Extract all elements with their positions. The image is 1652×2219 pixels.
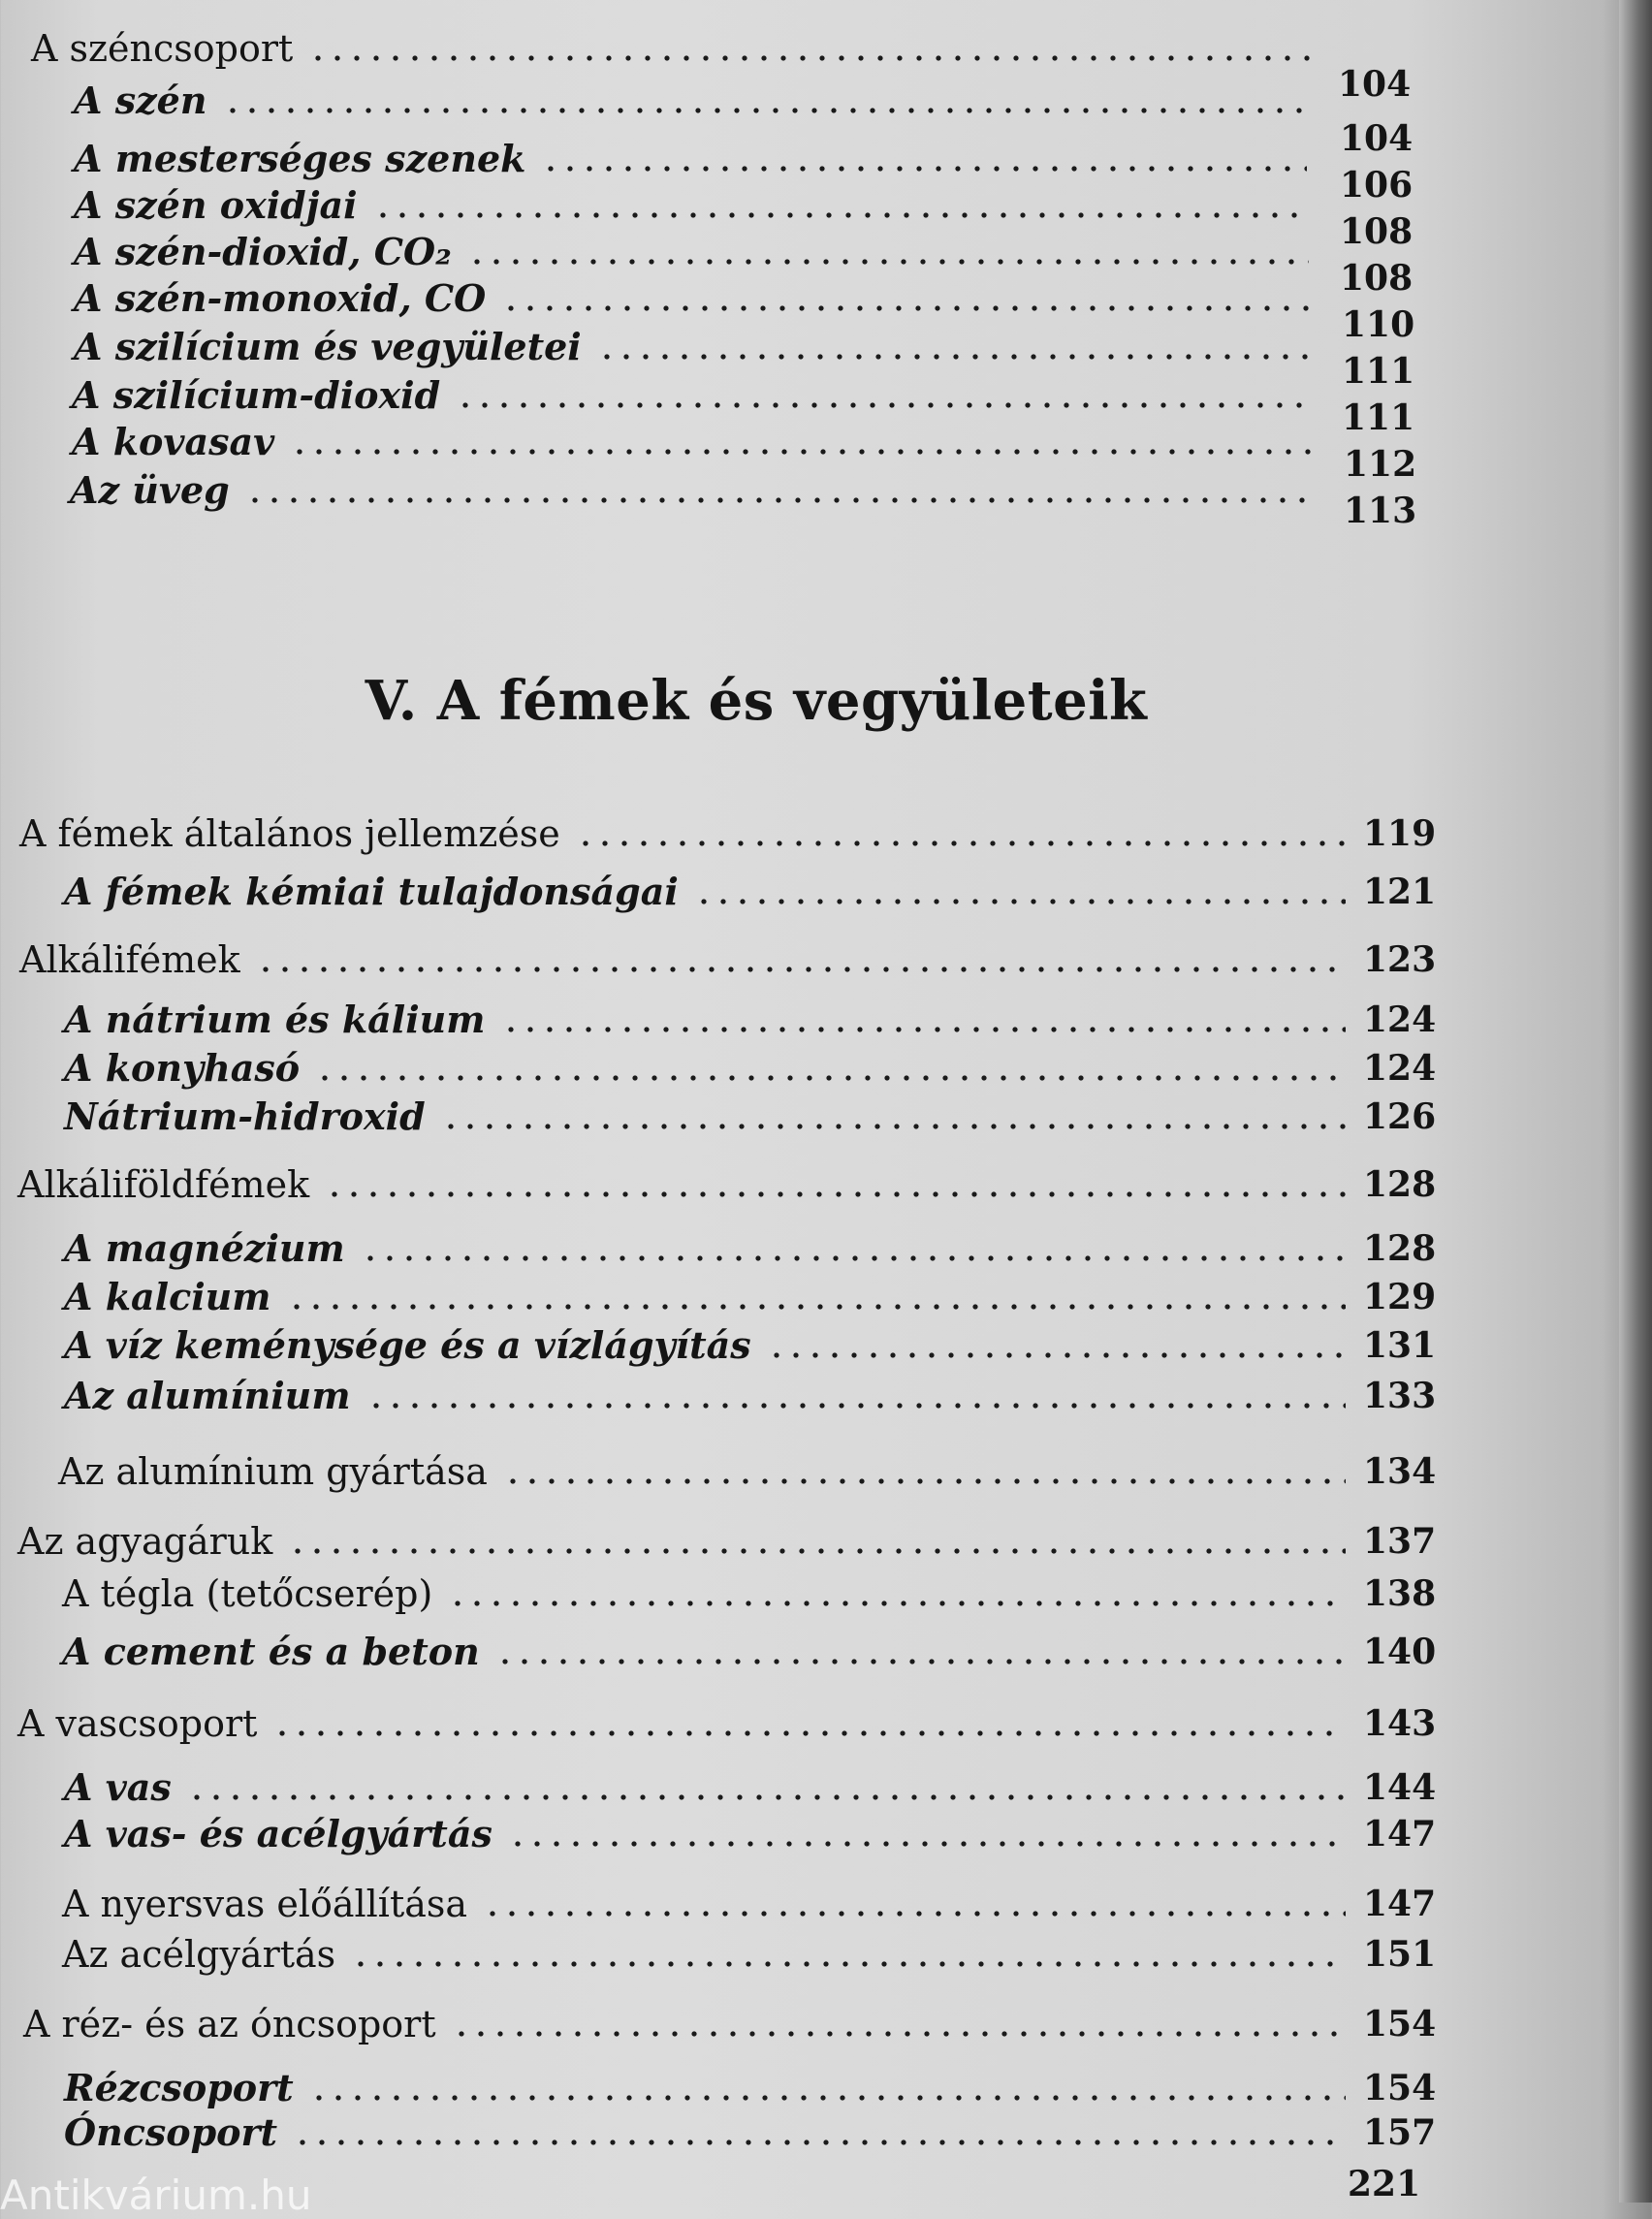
toc-item [72, 421, 1332, 463]
toc-label: A szilícium és vegyületei [74, 325, 582, 368]
toc-page-number: 129 [1363, 1277, 1437, 1317]
toc-label: A réz- és az óncsoport [23, 2003, 436, 2045]
toc-label: A konyhasó [64, 1046, 301, 1090]
watermark: Antikvárium.hu [0, 2171, 312, 2219]
toc-page-number: 108 [1340, 258, 1414, 299]
toc-page-number: 104 [1338, 64, 1412, 105]
toc-entry [64, 1046, 1437, 1090]
leader-dots [767, 1324, 1346, 1367]
leader-dots [272, 1702, 1346, 1745]
toc-page-number: 151 [1363, 1934, 1437, 1975]
toc-item [74, 138, 1324, 180]
toc-entry [64, 1374, 1437, 1417]
leader-dots [308, 27, 1322, 70]
toc-entry [17, 1520, 1437, 1563]
leader-dots [361, 1227, 1346, 1270]
leader-dots [441, 1095, 1346, 1138]
toc-label: Az alumínium [64, 1374, 351, 1417]
toc-page-number: 111 [1342, 351, 1415, 392]
leader-dots [456, 374, 1313, 417]
toc-label: A fémek általános jellemzése [19, 812, 560, 855]
toc-page-number: 108 [1340, 211, 1414, 252]
leader-dots [288, 1520, 1346, 1563]
toc-page-number: 147 [1363, 1814, 1437, 1854]
toc-page-number: 110 [1342, 304, 1415, 345]
toc-entry [64, 998, 1437, 1041]
toc-page-number: 154 [1363, 2068, 1437, 2108]
toc-label: A szén [74, 79, 207, 122]
toc-label: Az alumínium gyártása [58, 1450, 488, 1493]
toc-item [74, 277, 1328, 320]
leader-dots [373, 184, 1307, 227]
toc-label: Az üveg [70, 468, 230, 512]
toc-page-number: 154 [1363, 2004, 1437, 2045]
leader-dots [287, 1276, 1346, 1318]
chapter-title: V. A fémek és vegyületeik [365, 669, 1148, 733]
leader-dots [576, 812, 1346, 855]
leader-dots [503, 1450, 1346, 1493]
toc-entry [64, 1323, 1437, 1367]
leader-dots [290, 421, 1315, 463]
leader-dots [309, 2067, 1346, 2109]
leader-dots [541, 138, 1307, 180]
leader-dots [351, 1933, 1346, 1976]
toc-label: Rézcsoport [64, 2066, 294, 2109]
toc-entry [62, 1630, 1437, 1673]
toc-label: A szén-dioxid, CO₂ [74, 230, 452, 273]
toc-page-number: 128 [1363, 1228, 1437, 1269]
toc-page-number: 123 [1363, 939, 1437, 980]
leader-dots [256, 938, 1346, 981]
toc-entry [64, 1094, 1437, 1138]
leader-dots [467, 231, 1309, 273]
toc-label: A széncsoport [31, 27, 294, 70]
toc-label: A vas [64, 1765, 172, 1809]
toc-label: A vascsoport [17, 1702, 258, 1745]
leader-dots [483, 1883, 1346, 1925]
toc-page-number: 133 [1363, 1376, 1437, 1416]
leader-dots [452, 2003, 1346, 2045]
toc-page-number: 106 [1340, 165, 1414, 206]
toc-page-number: 137 [1363, 1521, 1437, 1562]
leader-dots [448, 1572, 1346, 1615]
toc-entry [23, 2003, 1437, 2045]
toc-page-number: 113 [1344, 491, 1417, 531]
toc-item [72, 374, 1330, 417]
toc-label: Óncsoport [64, 2110, 278, 2154]
toc-label: A tégla (tetőcserép) [62, 1572, 433, 1615]
toc-page-number: 126 [1363, 1096, 1437, 1137]
toc-label: A szén oxidjai [74, 183, 358, 227]
toc-entry [17, 1163, 1437, 1206]
toc-entry [19, 812, 1437, 855]
toc-page-number: 121 [1363, 872, 1437, 912]
toc-label: A magnézium [64, 1226, 345, 1270]
toc-entry [62, 1572, 1437, 1615]
toc-item [74, 231, 1326, 273]
toc-label: A szilícium-dioxid [72, 373, 441, 417]
toc-entry [58, 1450, 1437, 1493]
toc-label: Alkálifémek [19, 938, 240, 981]
toc-page-number: 143 [1363, 1703, 1437, 1744]
toc-item [74, 184, 1324, 227]
leader-dots [501, 277, 1311, 320]
toc-entry [17, 1702, 1437, 1745]
toc-entry [62, 1933, 1437, 1976]
toc-label: A nátrium és kálium [64, 998, 486, 1041]
toc-page-number: 111 [1342, 397, 1415, 438]
toc-label: A fémek kémiai tulajdonságai [64, 870, 679, 913]
toc-page-number: 104 [1340, 118, 1414, 159]
toc-entry [64, 1812, 1437, 1855]
toc-entry [64, 2110, 1437, 2154]
leader-dots [293, 2111, 1346, 2154]
leader-dots [366, 1375, 1346, 1417]
toc-page-number: 147 [1363, 1884, 1437, 1924]
footer-page-number: 221 [1348, 2164, 1421, 2204]
toc-page-number: 112 [1344, 444, 1417, 485]
toc-label: Nátrium-hidroxid [64, 1094, 426, 1138]
toc-item [74, 326, 1330, 368]
toc-entry [64, 1226, 1437, 1270]
toc-entry [64, 1275, 1437, 1318]
toc-page-number: 140 [1363, 1632, 1437, 1672]
toc-label: A kalcium [64, 1275, 271, 1318]
toc-label: A kovasav [72, 420, 275, 463]
toc-page-number: 124 [1363, 999, 1437, 1040]
toc-page-number: 138 [1363, 1573, 1437, 1614]
leader-dots [315, 1047, 1346, 1090]
toc-label: Az acélgyártás [62, 1933, 336, 1976]
toc-page-number: 128 [1363, 1164, 1437, 1205]
toc-label: A cement és a beton [62, 1630, 480, 1673]
leader-dots [508, 1813, 1346, 1855]
toc-entry [64, 2066, 1437, 2109]
toc-page-number: 144 [1363, 1767, 1437, 1808]
leader-dots [245, 469, 1315, 512]
toc-entry [62, 1883, 1437, 1925]
toc-label: Alkáliföldfémek [17, 1163, 310, 1206]
leader-dots [325, 1163, 1346, 1206]
toc-heading-szencsoport [31, 27, 1408, 70]
leader-dots [694, 871, 1346, 913]
toc-entry [19, 938, 1437, 981]
toc-entry [64, 1765, 1437, 1809]
toc-page-number: 124 [1363, 1048, 1437, 1089]
toc-label: A vas- és acélgyártás [64, 1812, 492, 1855]
toc-item [74, 79, 1324, 122]
toc-page-number: 119 [1363, 813, 1437, 854]
toc-item [70, 469, 1332, 512]
toc-label: A víz keménysége és a vízlágyítás [64, 1323, 751, 1367]
toc-page-number: 157 [1363, 2112, 1437, 2153]
toc-entry [64, 870, 1437, 913]
leader-dots [223, 79, 1308, 122]
leader-dots [495, 1631, 1346, 1673]
toc-label: A szén-monoxid, CO [74, 276, 487, 320]
toc-label: Az agyagáruk [17, 1520, 273, 1563]
leader-dots [187, 1766, 1346, 1809]
leader-dots [597, 326, 1313, 368]
toc-page-number: 134 [1363, 1451, 1437, 1492]
leader-dots [501, 999, 1347, 1041]
toc-label: A mesterséges szenek [74, 137, 526, 180]
toc-label: A nyersvas előállítása [62, 1883, 468, 1925]
toc-page-number: 131 [1363, 1325, 1437, 1366]
